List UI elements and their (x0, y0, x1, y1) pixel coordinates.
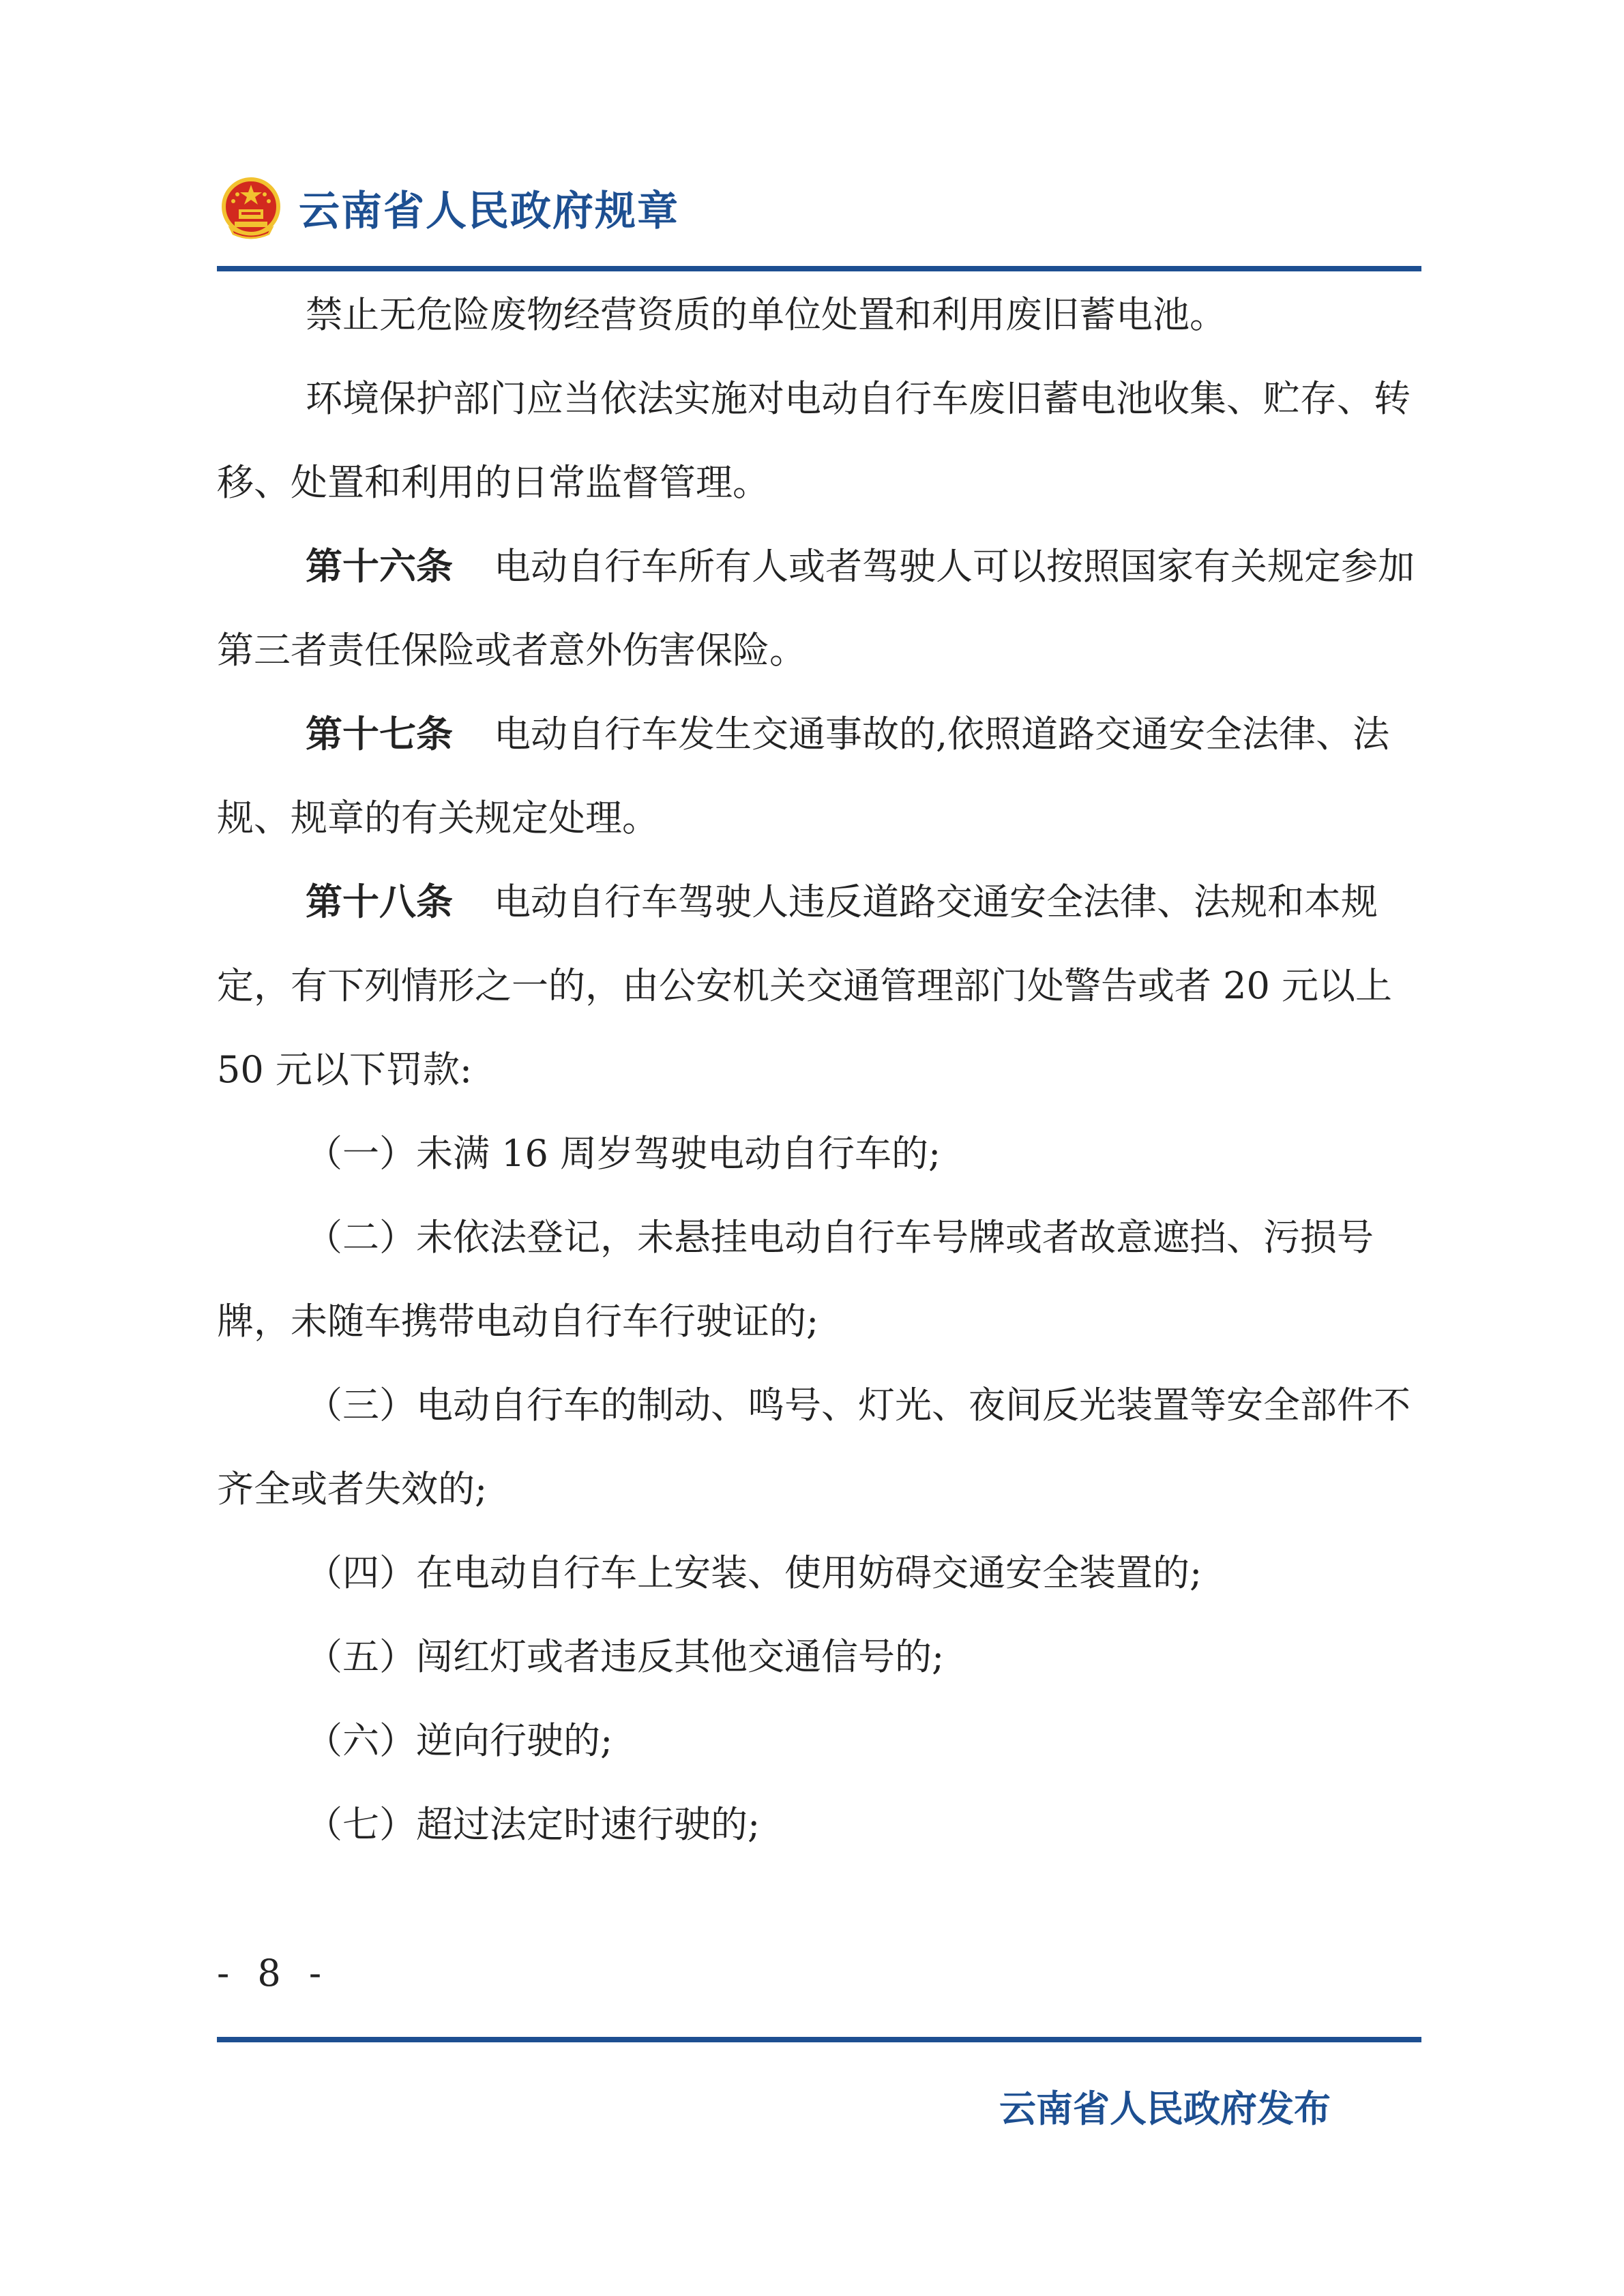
list-item-text: （一）未满 16 周岁驾驶电动自行车的; (306, 1132, 941, 1175)
article-17 (217, 692, 1421, 860)
article-text: 电动自行车所有人或者驾驶人可以按照国家有关规定参加第三者责任保险或者意外伤害保险。 (217, 545, 1415, 672)
national-emblem-icon (217, 174, 285, 242)
body-paragraph (217, 273, 1421, 357)
list-item (217, 1112, 1421, 1195)
list-item-text: （四）在电动自行车上安装、使用妨碍交通安全装置的; (306, 1551, 1202, 1594)
article-heading: 第十七条 (306, 713, 453, 756)
header-divider (217, 266, 1421, 271)
document-body (217, 273, 1421, 1866)
list-item-text: （三）电动自行车的制动、鸣号、灯光、夜间反光装置等安全部件不齐全或者失效的; (217, 1384, 1411, 1510)
article-16 (217, 524, 1421, 692)
list-item (217, 1699, 1421, 1783)
paragraph-text: 禁止无危险废物经营资质的单位处置和利用废旧蓄电池。 (306, 293, 1226, 336)
article-heading: 第十六条 (306, 545, 453, 588)
list-item (217, 1531, 1421, 1615)
body-paragraph (217, 357, 1421, 524)
list-item (217, 1615, 1421, 1699)
footer-divider (217, 2037, 1421, 2042)
list-item (217, 1195, 1421, 1363)
list-item-text: （二）未依法登记，未悬挂电动自行车号牌或者故意遮挡、污损号牌，未随车携带电动自行车行驶证的; (217, 1216, 1374, 1343)
list-item-text: （六）逆向行驶的; (306, 1719, 613, 1762)
page-header (217, 170, 679, 245)
article-text: 电动自行车驾驶人违反道路交通安全法律、法规和本规定，有下列情形之一的，由公安机关交通管理部门处警告或者 20 元以上 50 元以下罚款: (217, 880, 1393, 1091)
article-text: 电动自行车发生交通事故的,依照道路交通安全法律、法规、规章的有关规定处理。 (217, 713, 1390, 839)
list-item-text: （七）超过法定时速行驶的; (306, 1803, 761, 1846)
paragraph-text: 环境保护部门应当依法实施对电动自行车废旧蓄电池收集、贮存、转移、处置和利用的日常监督管理。 (217, 377, 1411, 504)
article-heading: 第十八条 (306, 880, 453, 923)
list-item-text: （五）闯红灯或者违反其他交通信号的; (306, 1635, 945, 1678)
document-series-title: 云南省人民政府规章 (299, 188, 679, 235)
list-item (217, 1783, 1421, 1866)
page-number: - 8 - (217, 1952, 330, 1995)
list-item (217, 1363, 1421, 1531)
article-18 (217, 860, 1421, 1112)
publisher-footer: 云南省人民政府发布 (999, 2087, 1331, 2130)
